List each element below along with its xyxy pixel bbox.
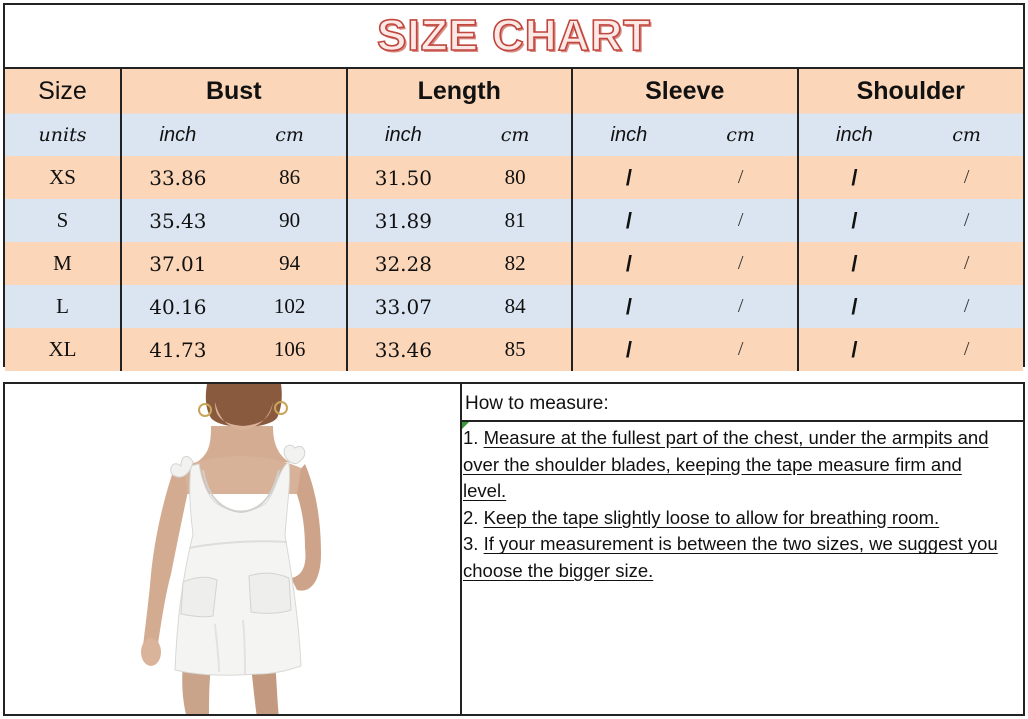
measure-section — [3, 382, 1025, 716]
bust-inch-cell: 33.86 — [121, 156, 234, 199]
bust-cm-cell: 94 — [234, 242, 347, 285]
bust-cm-cell: 102 — [234, 285, 347, 328]
size-chart — [3, 3, 1025, 367]
sleeve-cm-cell: / — [685, 156, 798, 199]
sleeve-cm-cell: / — [685, 242, 798, 285]
measure-step — [463, 505, 1003, 532]
sleeve-cm-cell: / — [685, 199, 798, 242]
sleeve-inch-cell: / — [572, 199, 685, 242]
step-text: Measure at the fullest part of the chest, under the armpits and over the shoulder blades, keeping the tape measure firm and level. — [463, 427, 989, 502]
measure-instructions — [462, 384, 1023, 714]
unit-cm: cm — [459, 114, 572, 157]
shoulder-inch-cell: / — [798, 242, 911, 285]
table-row — [5, 242, 1023, 285]
table-row — [5, 156, 1023, 199]
unit-inch: inch — [798, 114, 911, 157]
sleeve-inch-cell: / — [572, 156, 685, 199]
bust-inch-cell: 35.43 — [121, 199, 234, 242]
length-inch-cell: 31.89 — [347, 199, 460, 242]
bust-inch-cell: 41.73 — [121, 328, 234, 371]
shoulder-cm-cell: / — [910, 199, 1023, 242]
shoulder-inch-cell: / — [798, 285, 911, 328]
model-romper-image — [5, 384, 460, 714]
size-table — [5, 69, 1023, 371]
shoulder-cm-cell: / — [910, 328, 1023, 371]
length-cm-cell: 80 — [459, 156, 572, 199]
step-number: 1. — [463, 427, 484, 448]
header-shoulder: Shoulder — [798, 69, 1024, 114]
sleeve-cm-cell: / — [685, 285, 798, 328]
bust-cm-cell: 86 — [234, 156, 347, 199]
unit-cm: cm — [234, 114, 347, 157]
shoulder-inch-cell: / — [798, 156, 911, 199]
unit-inch: inch — [121, 114, 234, 157]
size-chart-title: SIZE CHART — [377, 11, 651, 60]
table-row — [5, 328, 1023, 371]
unit-inch: inch — [347, 114, 460, 157]
unit-inch: inch — [572, 114, 685, 157]
bust-cm-cell: 90 — [234, 199, 347, 242]
sleeve-cm-cell: / — [685, 328, 798, 371]
shoulder-cm-cell: / — [910, 242, 1023, 285]
size-cell: S — [5, 199, 121, 242]
length-cm-cell: 85 — [459, 328, 572, 371]
header-bust: Bust — [121, 69, 347, 114]
table-row — [5, 285, 1023, 328]
step-number: 2. — [463, 506, 484, 528]
measure-title: How to measure: — [462, 384, 1023, 422]
length-inch-cell: 31.50 — [347, 156, 460, 199]
shoulder-inch-cell: / — [798, 199, 911, 242]
shoulder-cm-cell: / — [910, 285, 1023, 328]
bust-inch-cell: 37.01 — [121, 242, 234, 285]
length-cm-cell: 84 — [459, 285, 572, 328]
product-photo — [5, 384, 462, 714]
size-cell: M — [5, 242, 121, 285]
sleeve-inch-cell: / — [572, 242, 685, 285]
bust-cm-cell: 106 — [234, 328, 347, 371]
step-text: If your measurement is between the two sizes, we suggest you choose the bigger size. — [463, 533, 998, 581]
measure-step — [463, 425, 1003, 505]
unit-cm: cm — [685, 114, 798, 157]
shoulder-cm-cell: / — [910, 156, 1023, 199]
sleeve-inch-cell: / — [572, 285, 685, 328]
step-text: Keep the tape slightly loose to allow for breathing room. — [483, 506, 940, 528]
measure-steps — [462, 422, 1023, 585]
header-length: Length — [347, 69, 573, 114]
size-cell: L — [5, 285, 121, 328]
header-sleeve: Sleeve — [572, 69, 798, 114]
shoulder-inch-cell: / — [798, 328, 911, 371]
length-inch-cell: 33.46 — [347, 328, 460, 371]
units-label: units — [5, 114, 121, 157]
step-number: 3. — [463, 533, 484, 555]
length-cm-cell: 82 — [459, 242, 572, 285]
unit-cm: cm — [910, 114, 1023, 157]
table-row — [5, 199, 1023, 242]
length-inch-cell: 33.07 — [347, 285, 460, 328]
units-row — [5, 114, 1023, 157]
sleeve-inch-cell: / — [572, 328, 685, 371]
table-header-row — [5, 69, 1023, 114]
header-size: Size — [5, 69, 121, 114]
size-chart-title-bar — [5, 5, 1023, 69]
size-cell: XS — [5, 156, 121, 199]
measure-step — [463, 531, 1003, 584]
bust-inch-cell: 40.16 — [121, 285, 234, 328]
length-cm-cell: 81 — [459, 199, 572, 242]
size-cell: XL — [5, 328, 121, 371]
length-inch-cell: 32.28 — [347, 242, 460, 285]
